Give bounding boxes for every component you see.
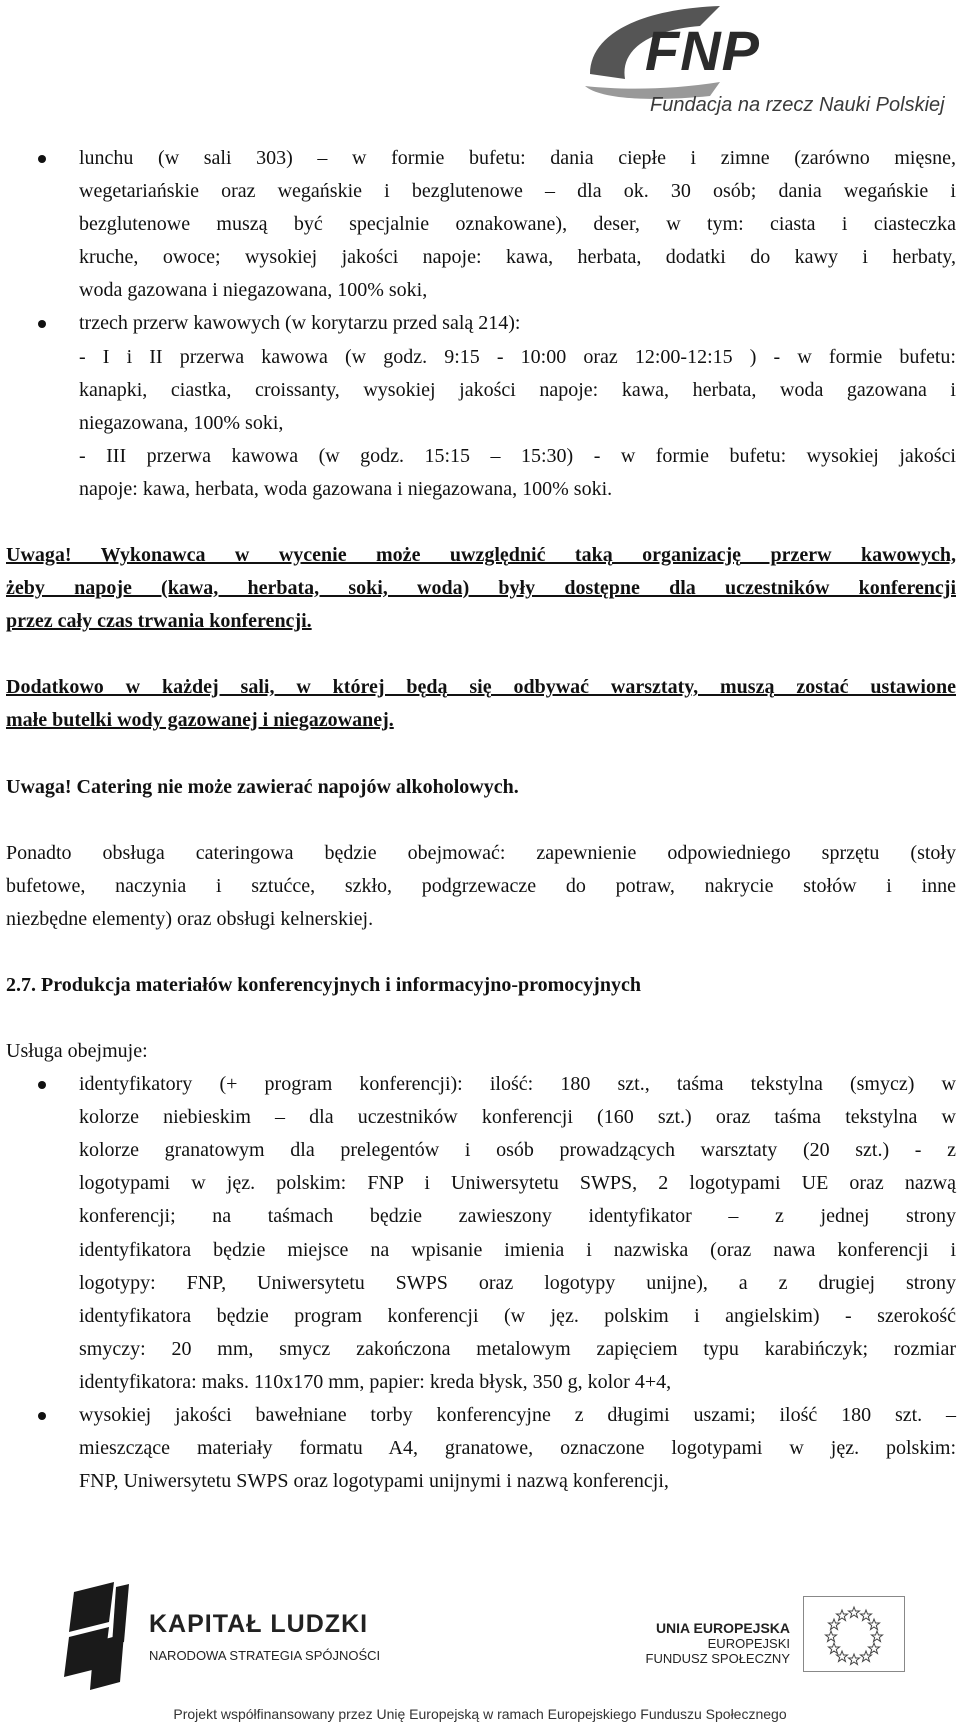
text-line: napoje: kawa, herbata, woda gazowana i niegazowana, 100% soki.: [79, 477, 613, 500]
text-line: identyfikatora: maks. 110x170 mm, papier: kreda błysk, 350 g, kolor 4+4,: [79, 1370, 672, 1393]
text-line: lunchu (w sali 303) – w formie bufetu: dania ciepłe i zimne (zarówno mięsne,: [79, 147, 956, 169]
text-line: identyfikatory (+ program konferencji): ilość: 180 szt., taśma tekstylna (smycz) w: [79, 1073, 956, 1096]
text-line: wysokiej jakości bawełniane torby konferencyjne z długimi uszami; ilość 180 szt. –: [79, 1404, 956, 1426]
text-line: Ponadto obsługa cateringowa będzie obejmować: zapewnienie odpowiedniego sprzętu (stoły: [6, 841, 956, 864]
catering-list: [6, 142, 956, 506]
text-line: kolorze niebieskim – dla uczestników konferencji (160 szt.) oraz taśma tekstylna w: [79, 1106, 956, 1129]
list-item-coffee-breaks: [79, 307, 956, 506]
document-body: [6, 142, 956, 1498]
text-line: smyczy: 20 mm, smycz zakończona metalowym zapięciem typu karabińczyk; rozmiar: [79, 1337, 956, 1360]
text-line: identyfikatora będzie miejsce na wpisanie imienia i nazwiska (oraz nawa konferencji i: [79, 1238, 956, 1261]
list-item-bags: [79, 1399, 956, 1498]
text-line: bezglutenowe muszą być specjalnie oznakowane), deser, w tym: ciasta i ciasteczka: [79, 213, 956, 236]
text-line: żeby napoje (kawa, herbata, soki, woda) były dostępne dla uczestników konferencji: [6, 577, 956, 600]
text-line: kruche, owoce; wysokiej jakości napoje: kawa, herbata, dodatki do kawy i herbaty,: [79, 246, 956, 269]
list-item-lunch: [79, 142, 956, 307]
eu-logo: [640, 1590, 920, 1690]
text-line: - III przerwa kawowa (w godz. 15:15 – 15:30) - w formie bufetu: wysokiej jakości: [79, 444, 956, 467]
text-line: FNP, Uniwersytetu SWPS oraz logotypami unijnymi i nazwą konferencji,: [79, 1470, 669, 1493]
text-line: - I i II przerwa kawowa (w godz. 9:15 - 10:00 oraz 12:00-12:15 ) - w formie bufetu:: [79, 345, 956, 368]
section-title: Produkcja materiałów konferencyjnych i informacyjno-promocyjnych: [41, 973, 641, 996]
text-line: logotypy: FNP, Uniwersytetu SWPS oraz logotypy unijne), a z drugiej strony: [79, 1271, 956, 1294]
note-no-alcohol: [6, 771, 956, 804]
page-header: [0, 0, 960, 130]
text-line: wegetariańskie oraz wegańskie i bezglutenowe – dla ok. 30 osób; dania wegańskie i: [79, 180, 956, 203]
fnp-logo-text: FNP: [645, 19, 760, 82]
text-line: Uwaga! Wykonawca w wycenie może uwzględnić taką organizację przerw kawowych,: [6, 544, 956, 567]
list-item-badges: [79, 1068, 956, 1399]
section-heading: [6, 969, 956, 1002]
kapital-ludzki-title: KAPITAŁ LUDZKI: [149, 1610, 369, 1638]
eu-flag-icon: [803, 1596, 905, 1672]
note-water-bottles: [6, 671, 956, 737]
fnp-logo: [580, 4, 960, 124]
text-line: trzech przerw kawowych (w korytarzu przed salą 214):: [79, 312, 521, 335]
text-line: identyfikatora będzie program konferencji (w jęz. polskim i angielskim) - szerokość: [79, 1304, 956, 1327]
text-line: logotypami w jęz. polskim: FNP i Uniwersytetu SWPS, 2 logotypami UE oraz nazwą: [79, 1172, 956, 1195]
text-line: bufetowe, naczynia i sztućce, szkło, podgrzewacze do potraw, nakrycie stołów i inne: [6, 874, 956, 897]
section-number: 2.7.: [6, 973, 36, 996]
eu-line-1: UNIA EUROPEJSKA: [655, 1620, 790, 1636]
text-line: konferencji; na taśmach będzie zawieszony identyfikator – z jednej strony: [79, 1205, 956, 1228]
eu-line-3: FUNDUSZ SPOŁECZNY: [645, 1651, 790, 1666]
text-line: niegazowana, 100% soki,: [79, 411, 284, 434]
text-line: Usługa obejmuje:: [6, 1039, 148, 1062]
text-line: kanapki, ciastka, croissanty, wysokiej jakości napoje: kawa, herbata, woda gazowana i: [79, 378, 956, 401]
kapital-ludzki-subtitle: NARODOWA STRATEGIA SPÓJNOŚCI: [149, 1648, 381, 1663]
text-line: Uwaga! Catering nie może zawierać napojów alkoholowych.: [6, 775, 519, 798]
section-intro: [6, 1035, 956, 1068]
kapital-ludzki-logo: [54, 1582, 394, 1692]
footer-caption: Projekt współfinansowany przez Unię Europejską w ramach Europejskiego Funduszu Społecznego: [173, 1706, 787, 1722]
text-line: kolorze granatowym dla prelegentów i osób prowadzących warsztaty (20 szt.) - z: [79, 1139, 956, 1162]
paragraph-catering-service: [6, 837, 956, 936]
note-coffee-availability: [6, 539, 956, 638]
text-line: Dodatkowo w każdej sali, w której będą się odbywać warsztaty, muszą zostać ustawione: [6, 676, 956, 699]
page-footer: [0, 1570, 960, 1730]
eu-line-2: EUROPEJSKI: [707, 1636, 790, 1651]
text-line: niezbędne elementy) oraz obsługi kelnerskiej.: [6, 907, 374, 930]
text-line: woda gazowana i niegazowana, 100% soki,: [79, 279, 428, 302]
text-line: przez cały czas trwania konferencji.: [6, 610, 312, 633]
text-line: małe butelki wody gazowanej i niegazowanej.: [6, 709, 394, 732]
fnp-logo-subtitle: Fundacja na rzecz Nauki Polskiej: [650, 94, 945, 116]
materials-list: [6, 1068, 956, 1498]
eu-logo-text: [646, 1620, 790, 1666]
text-line: mieszczące materiały formatu A4, granatowe, oznaczone logotypami w jęz. polskim:: [79, 1437, 956, 1460]
kapital-ludzki-emblem-icon: [54, 1582, 144, 1692]
